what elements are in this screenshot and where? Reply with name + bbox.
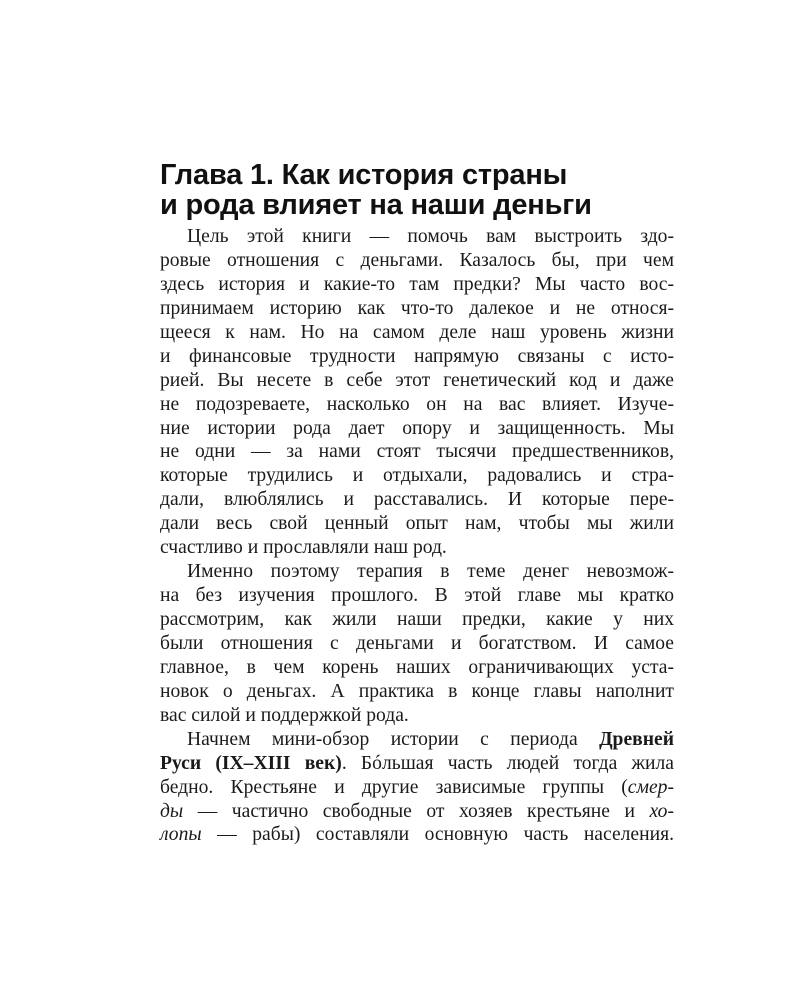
text-line: дали, влюблялись и расставались. И которые пере-	[160, 489, 674, 511]
paragraph-1	[160, 225, 674, 560]
text-line: были отношения с деньгами и богатством. И самое	[160, 632, 674, 654]
paragraph-3	[160, 728, 674, 848]
text-line: которые трудились и отдыхали, радовались и стра-	[160, 465, 674, 487]
text-line: здесь история и какие-то там предки? Мы часто вос-	[160, 273, 674, 295]
text-line: главное, в чем корень наших ограничивающих уста-	[160, 656, 674, 678]
italic-term: лопы	[160, 824, 202, 846]
text-run: — частично свободные от хозяев крестьяне и	[183, 800, 650, 822]
text-run: бедно. Крестьяне и другие зависимые группы (	[160, 776, 628, 798]
text-line	[160, 728, 674, 752]
text-line: на без изучения прошлого. В этой главе мы кратко	[160, 585, 674, 607]
bold-term: Древней	[599, 728, 674, 750]
text-line	[160, 776, 674, 800]
text-run: Начнем мини-обзор истории с периода	[187, 728, 600, 750]
text-line: Цель этой книги — помочь вам выстроить здо-	[187, 226, 674, 247]
text-line: Именно поэтому терапия в теме денег невозмож-	[187, 561, 674, 583]
text-line: щееся к нам. Но на самом деле наш уровень жизни	[160, 321, 674, 343]
italic-term: смер-	[627, 776, 674, 798]
text-line	[160, 823, 674, 847]
text-line: ровые отношения с деньгами. Казалось бы, при чем	[160, 249, 674, 271]
text-line	[160, 800, 674, 824]
text-line: новок о деньгах. А практика в конце главы наполнит	[160, 680, 674, 702]
bold-term: Руси (IX–XIII век)	[160, 752, 342, 774]
chapter-body	[160, 225, 674, 847]
text-line: счастливо и прославляли наш род.	[160, 537, 447, 559]
text-line: дали весь свой ценный опыт нам, чтобы мы жили	[160, 513, 674, 535]
text-line	[160, 752, 674, 776]
chapter-title	[160, 160, 680, 220]
text-line: вас силой и поддержкой рода.	[160, 704, 409, 726]
italic-term: хо-	[649, 800, 674, 822]
text-line: ние истории рода дает опору и защищенность. Мы	[160, 417, 674, 439]
text-line: не одни — за нами стоят тысячи предшественников,	[160, 441, 674, 463]
text-line: и финансовые трудности напрямую связаны с исто-	[160, 345, 674, 367]
chapter-title-line-2: и рода влияет на наши деньги	[160, 189, 592, 221]
italic-term: ды	[160, 800, 184, 822]
text-line: рассмотрим, как жили наши предки, какие у них	[160, 609, 674, 630]
text-line: рией. Вы несете в себе этот генетический код и даже	[160, 369, 674, 391]
paragraph-2	[160, 560, 674, 728]
chapter-title-line-1: Глава 1. Как история страны	[160, 159, 568, 191]
text-line: принимаем историю как что-то далекое и не относя-	[160, 297, 674, 319]
text-run: . Бóльшая часть людей тогда жила	[341, 752, 675, 774]
text-line: не подозреваете, насколько он на вас влияет. Изуче-	[160, 393, 674, 415]
text-run: — рабы) составляли основную часть населения.	[201, 824, 674, 846]
